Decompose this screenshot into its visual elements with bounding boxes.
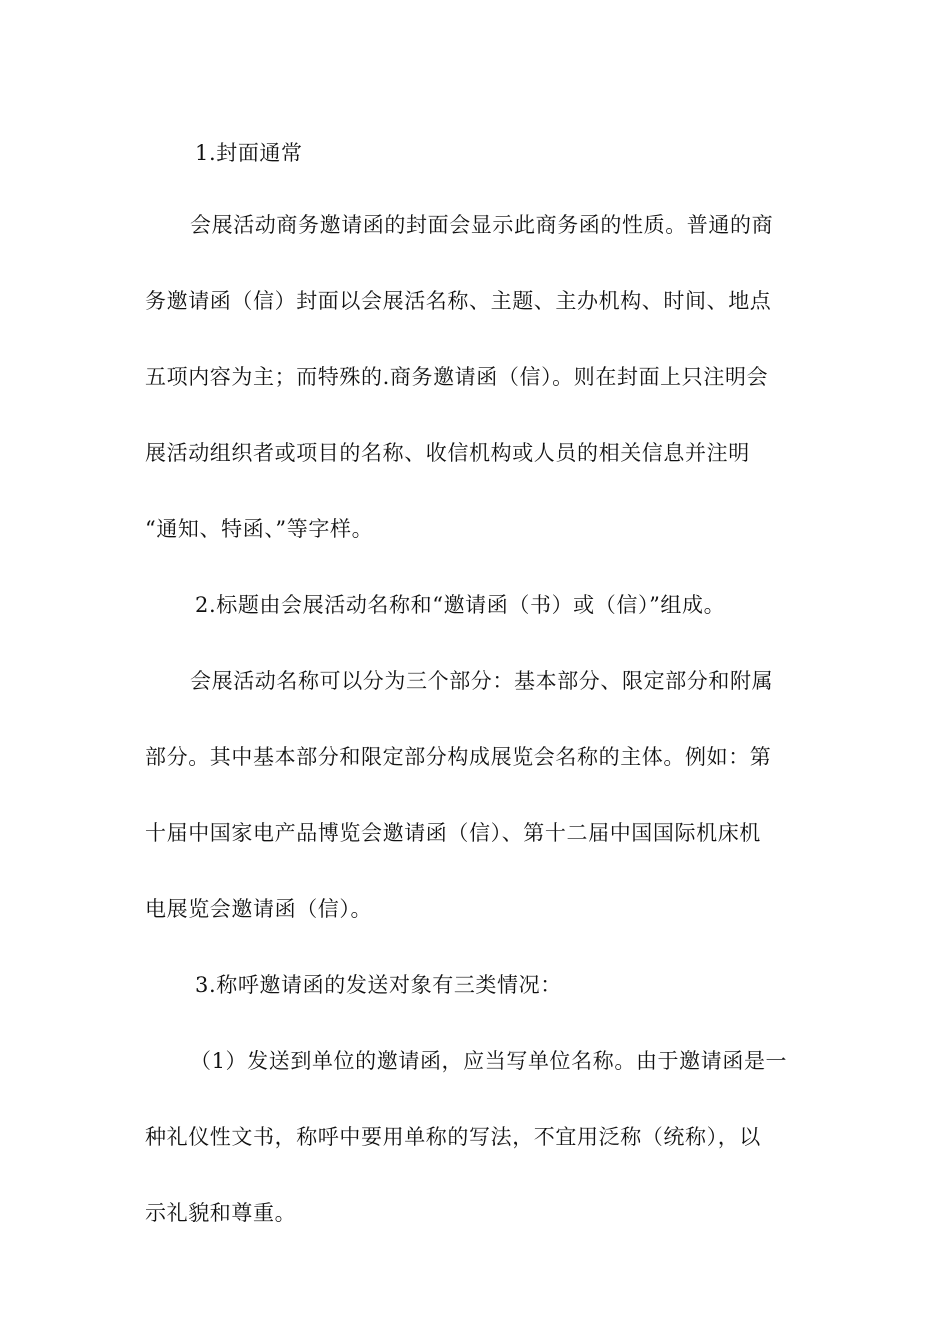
- paragraph-line: （1）发送到单位的邀请函，应当写单位名称。由于邀请函是一: [190, 1049, 788, 1073]
- paragraph-line: 十届中国家电产品博览会邀请函（信）、第十二届中国国际机床机: [145, 821, 761, 845]
- paragraph-line: 电展览会邀请函（信）。: [145, 897, 373, 921]
- paragraph-line: 会展活动名称可以分为三个部分：基本部分、限定部分和附属: [190, 669, 774, 693]
- paragraph-line: 五项内容为主；而特殊的.商务邀请函（信）。则在封面上只注明会: [145, 365, 769, 389]
- paragraph-line: 示礼貌和尊重。: [145, 1201, 297, 1225]
- paragraph-line: “通知、特函、”等字样。: [145, 517, 374, 541]
- paragraph-line: 展活动组织者或项目的名称、收信机构或人员的相关信息并注明: [145, 441, 750, 465]
- section-heading-title: 2.标题由会展活动名称和“邀请函（书）或（信）”组成。: [195, 593, 726, 617]
- section-heading-cover: 1.封面通常: [195, 141, 303, 165]
- paragraph-line: 务邀请函（信）封面以会展活名称、主题、主办机构、时间、地点: [145, 289, 772, 313]
- paragraph-line: 会展活动商务邀请函的封面会显示此商务函的性质。普通的商: [190, 213, 774, 237]
- section-heading-salutation: 3.称呼邀请函的发送对象有三类情况：: [195, 973, 562, 997]
- paragraph-line: 部分。其中基本部分和限定部分构成展览会名称的主体。例如：第: [145, 745, 772, 769]
- paragraph-line: 种礼仪性文书，称呼中要用单称的写法，不宜用泛称（统称），以: [145, 1125, 761, 1149]
